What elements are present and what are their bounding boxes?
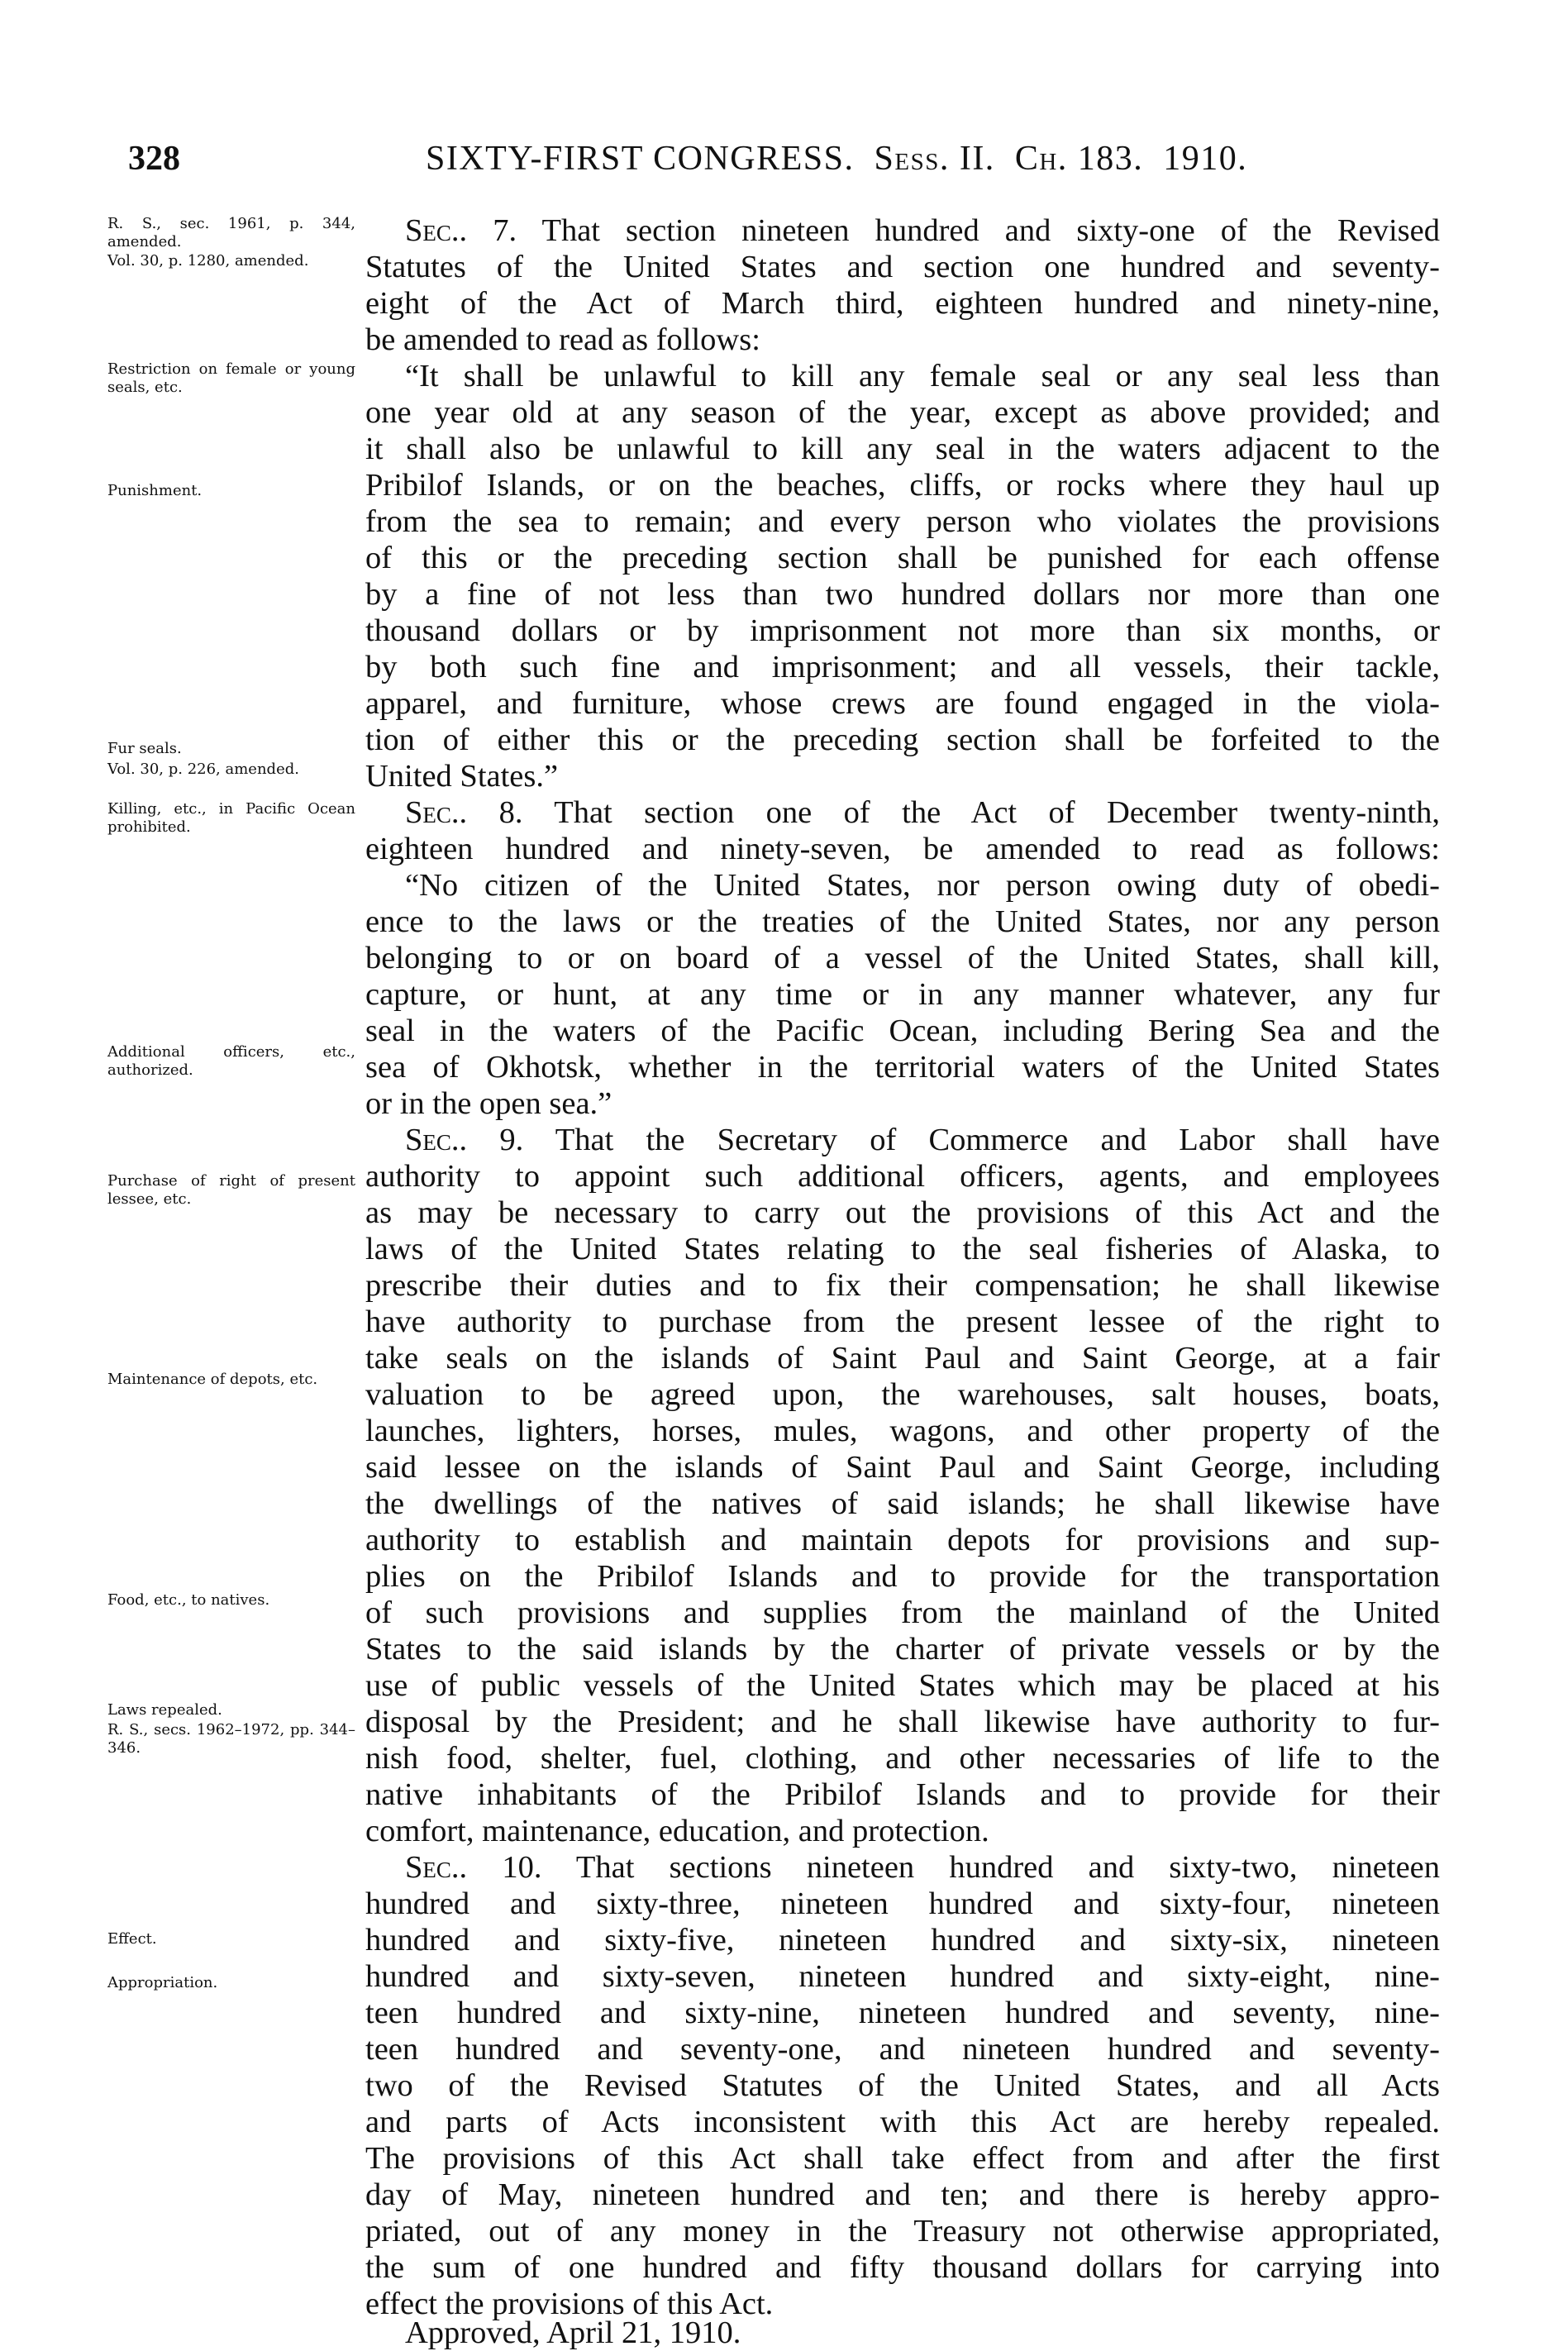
text-line: effect the provisions of this Act. [365,2287,774,2321]
margin-note: Killing, etc., in Pacific Ocean prohibited. [107,800,355,836]
chapter-label: Ch. 183. [1014,140,1144,178]
margin-note: Additional officers, etc., authorized. [107,1043,355,1079]
running-title [426,139,1247,179]
text-line: Pribilof Islands, or on the beaches, cliffs, or rocks where they haul up [365,468,1440,503]
section-label: Sec. [405,795,460,830]
text-line: thousand dollars or by imprisonment not more than six months, or [365,613,1440,648]
text-line: use of public vessels of the United States which may be placed at his [365,1668,1440,1703]
text-line: two of the Revised Statutes of the United States, and all Acts [365,2068,1440,2103]
text-line: hundred and sixty-three, nineteen hundred and sixty-four, nineteen [365,1886,1440,1921]
text-line: valuation to be agreed upon, the warehouses, salt houses, boats, [365,1377,1440,1412]
text-line: belonging to or on board of a vessel of the United States, shall kill, [365,941,1440,975]
text-line: The provisions of this Act shall take effect from and after the first [365,2141,1440,2176]
text-line: the sum of one hundred and fifty thousand dollars for carrying into [365,2250,1440,2285]
text-line: by a fine of not less than two hundred dollars nor more than one [365,577,1440,612]
text-line: ence to the laws or the treaties of the United States, nor any person [365,904,1440,939]
text-line: Sec.. 7. That section nineteen hundred and sixty-one of the Revised [405,213,1440,248]
margin-note: Effect. [107,1930,157,1948]
text-line: prescribe their duties and to fix their compensation; he shall likewise [365,1268,1440,1303]
text-line: the dwellings of the natives of said islands; he shall likewise have [365,1486,1440,1521]
margin-note: Purchase of right of present lessee, etc. [107,1172,355,1208]
text-line: teen hundred and seventy-one, and nineteen hundred and seventy- [365,2032,1440,2067]
text-line: authority to appoint such additional officers, agents, and employees [365,1159,1440,1194]
text-line: Statutes of the United States and section one hundred and seventy- [365,250,1440,284]
section-label: Sec. [405,1123,460,1157]
text-line: native inhabitants of the Pribilof Islands and to provide for their [365,1777,1440,1812]
text-line: be amended to read as follows: [365,322,760,357]
text-line: Sec.. 8. That section one of the Act of December twenty-ninth, [405,795,1440,830]
text-line: seal in the waters of the Pacific Ocean, including Bering Sea and the [365,1013,1440,1048]
text-line: hundred and sixty-five, nineteen hundred and sixty-six, nineteen [365,1923,1440,1958]
text-line: sea of Okhotsk, whether in the territorial waters of the United States [365,1050,1440,1085]
text-line: launches, lighters, horses, mules, wagons, and other property of the [365,1414,1440,1448]
text-line: plies on the Pribilof Islands and to provide for the transportation [365,1559,1440,1594]
text-line: hundred and sixty-seven, nineteen hundred and sixty-eight, nine- [365,1959,1440,1994]
margin-note: Maintenance of depots, etc. [107,1371,318,1388]
text-line: eighteen hundred and ninety-seven, be amended to read as follows: [365,832,1440,866]
text-line: “No citizen of the United States, nor person owing duty of obedi- [405,868,1440,903]
text-line: United States.” [365,759,559,794]
text-line: have authority to purchase from the present lessee of the right to [365,1304,1440,1339]
text-line: one year old at any season of the year, except as above provided; and [365,395,1440,430]
text-line: as may be necessary to carry out the provisions of this Act and the [365,1195,1440,1230]
text-line: laws of the United States relating to the seal fisheries of Alaska, to [365,1232,1440,1266]
text-line: States to the said islands by the charter of private vessels or by the [365,1632,1440,1667]
text-line: “It shall be unlawful to kill any female seal or any seal less than [405,359,1440,393]
margin-note: Laws repealed. [107,1701,222,1719]
text-line: day of May, nineteen hundred and ten; and there is hereby appro- [365,2177,1440,2212]
page-number: 328 [128,140,180,178]
session-label: Sess. II. [874,140,995,178]
section-label: Sec. [405,213,460,248]
margin-note: Appropriation. [107,1974,218,1991]
margin-note: R. S., sec. 1961, p. 344, amended. [107,215,355,250]
text-line: tion of either this or the preceding section shall be forfeited to the [365,722,1440,757]
text-line: Sec.. 9. That the Secretary of Commerce and Labor shall have [405,1123,1440,1157]
text-line: take seals on the islands of Saint Paul and Saint George, at a fair [365,1341,1440,1376]
margin-note: Punishment. [107,482,203,499]
margin-note: R. S., secs. 1962–1972, pp. 344–346. [107,1721,355,1757]
text-line: comfort, maintenance, education, and protection. [365,1814,989,1848]
margin-note: Food, etc., to natives. [107,1591,270,1609]
text-line: by both such fine and imprisonment; and all vessels, their tackle, [365,650,1440,684]
approval-line: Approved, April 21, 1910. [405,2315,741,2350]
text-line: authority to establish and maintain depots for provisions and sup- [365,1523,1440,1557]
header-year: 1910. [1163,140,1248,178]
text-line: disposal by the President; and he shall likewise have authority to fur- [365,1705,1440,1739]
page-header [128,139,1442,188]
text-line: eight of the Act of March third, eighteen hundred and ninety-nine, [365,286,1440,321]
text-line: Sec.. 10. That sections nineteen hundred and sixty-two, nineteen [405,1850,1440,1885]
congress-title: SIXTY-FIRST CONGRESS. [426,140,855,178]
text-line: nish food, shelter, fuel, clothing, and other necessaries of life to the [365,1741,1440,1776]
margin-note: Vol. 30, p. 226, amended. [107,761,299,778]
text-line: and parts of Acts inconsistent with this Act are hereby repealed. [365,2105,1440,2139]
text-line: it shall also be unlawful to kill any seal in the waters adjacent to the [365,432,1440,466]
text-line: priated, out of any money in the Treasury not otherwise appropriated, [365,2214,1440,2248]
text-line: of such provisions and supplies from the mainland of the United [365,1595,1440,1630]
margin-note: Fur seals. [107,740,182,757]
text-line: or in the open sea.” [365,1086,612,1121]
text-line: of this or the preceding section shall be punished for each offense [365,541,1440,575]
text-line: from the sea to remain; and every person who violates the provisions [365,504,1440,539]
text-line: apparel, and furniture, whose crews are found engaged in the viola- [365,686,1440,721]
margin-note: Restriction on female or young seals, etc. [107,360,355,396]
section-label: Sec. [405,1850,460,1885]
text-line: teen hundred and sixty-nine, nineteen hundred and seventy, nine- [365,1996,1440,2030]
text-line: said lessee on the islands of Saint Paul and Saint George, including [365,1450,1440,1485]
text-line: capture, or hunt, at any time or in any manner whatever, any fur [365,977,1440,1012]
margin-note: Vol. 30, p. 1280, amended. [107,252,309,269]
